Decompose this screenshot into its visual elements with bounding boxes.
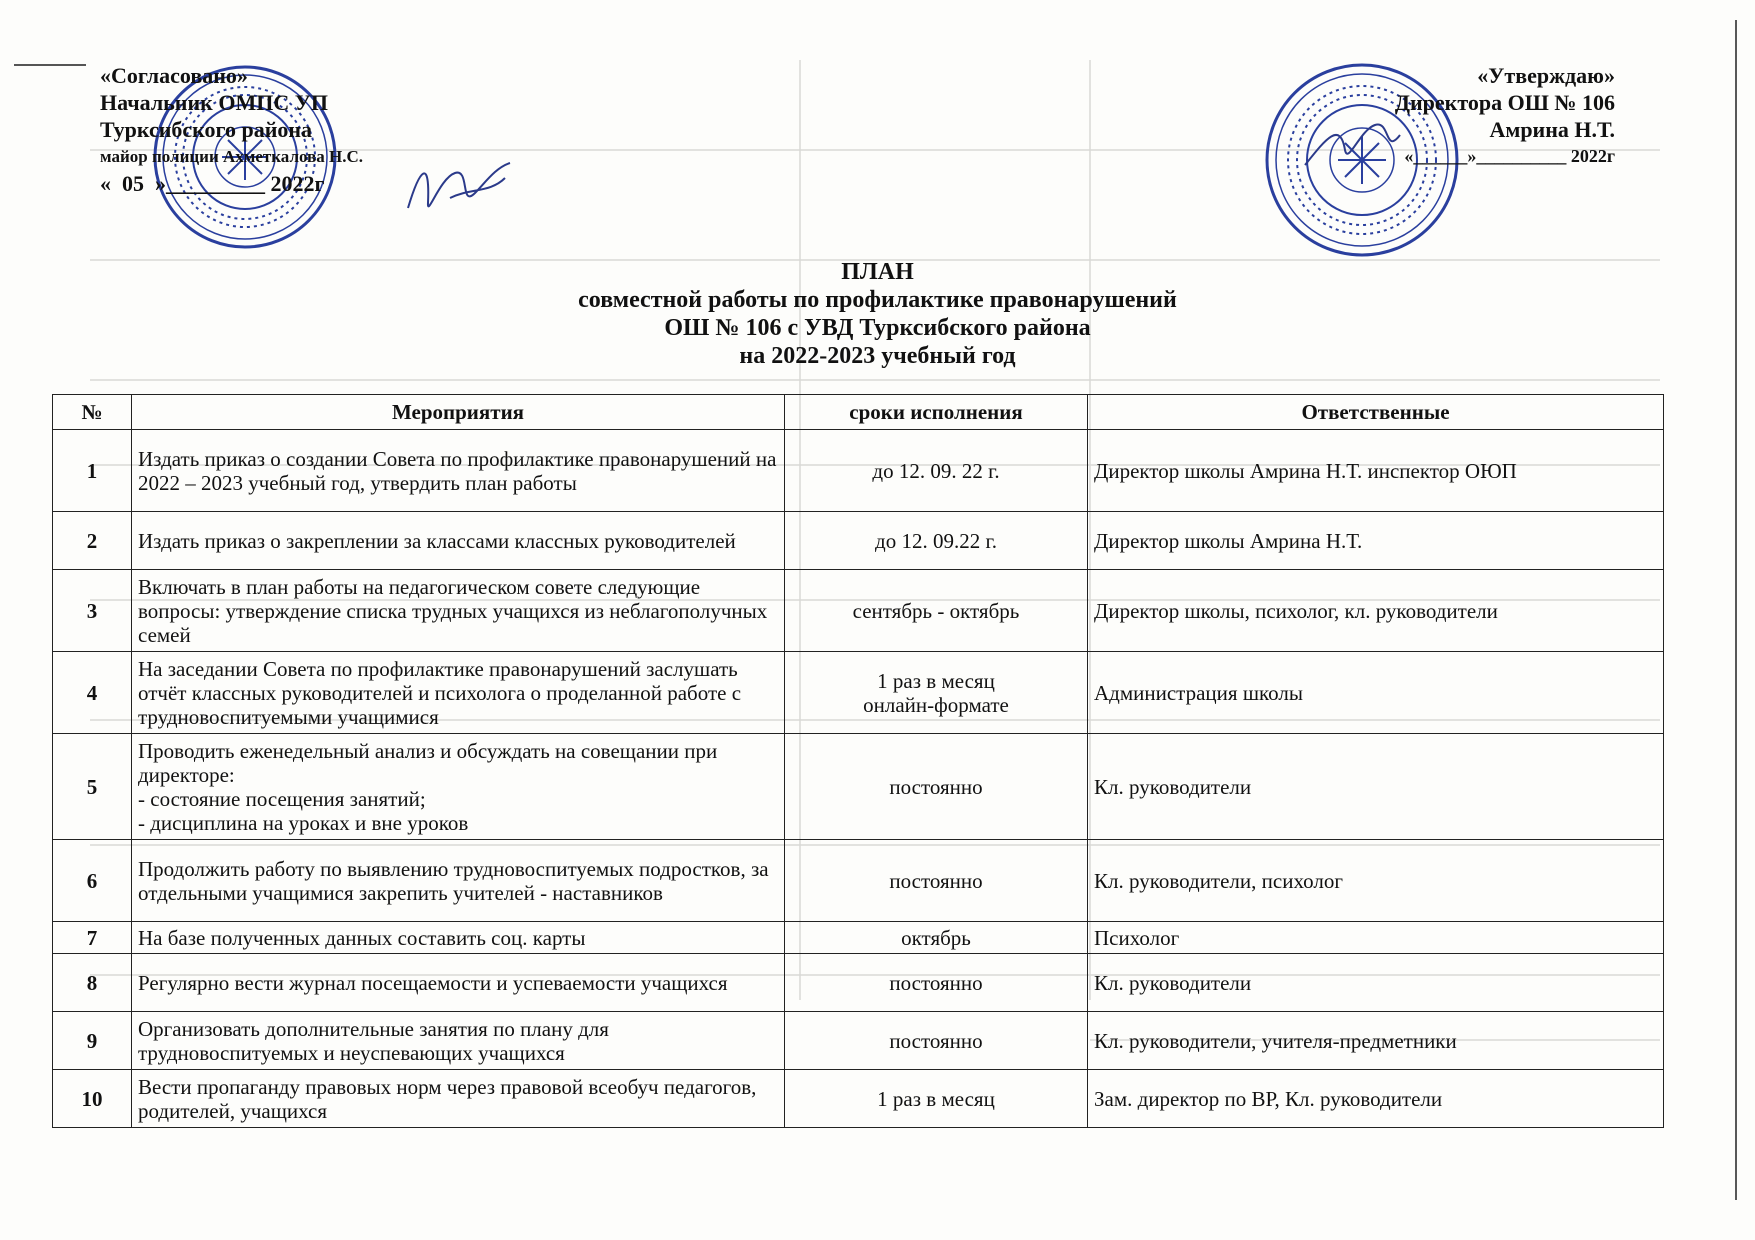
header-deadline: сроки исполнения	[785, 395, 1088, 430]
row-activity: Издать приказ о создании Совета по профилактике правонарушений на 2022 – 2023 учебный год, утвердить план работы	[132, 430, 785, 512]
table-row	[53, 840, 1664, 922]
approval-label: «Согласовано»	[100, 63, 248, 88]
header-activities: Мероприятия	[132, 395, 785, 430]
table-row	[53, 734, 1664, 840]
approve-block	[1395, 62, 1615, 170]
row-deadline: октябрь	[785, 922, 1088, 954]
approval-position: Начальник ОМПС УП	[100, 90, 328, 115]
table-row	[53, 570, 1664, 652]
header-responsible: Ответственные	[1088, 395, 1664, 430]
row-number: 9	[53, 1012, 132, 1070]
row-number: 10	[53, 1070, 132, 1128]
signature-right-icon	[1300, 110, 1410, 180]
row-deadline: 1 раз в месяц	[785, 1070, 1088, 1128]
row-deadline: до 12. 09. 22 г.	[785, 430, 1088, 512]
row-deadline: 1 раз в месяц онлайн-формате	[785, 652, 1088, 734]
title-line-3: ОШ № 106 с УВД Турксибского района	[664, 315, 1091, 341]
table-header-row	[53, 395, 1664, 430]
row-responsible: Кл. руководители	[1088, 734, 1664, 840]
row-responsible: Директор школы Амрина Н.Т. инспектор ОЮП	[1088, 430, 1664, 512]
row-activity: На базе полученных данных составить соц. карты	[132, 922, 785, 954]
title-line-4: на 2022-2023 учебный год	[739, 343, 1016, 369]
approval-officer: майор полиции Ахметкалова Н.С.	[100, 147, 363, 166]
row-deadline: постоянно	[785, 1012, 1088, 1070]
row-number: 4	[53, 652, 132, 734]
row-activity: Регулярно вести журнал посещаемости и успеваемости учащихся	[132, 954, 785, 1012]
row-deadline: постоянно	[785, 954, 1088, 1012]
row-deadline: до 12. 09.22 г.	[785, 512, 1088, 570]
row-activity: На заседании Совета по профилактике правонарушений заслушать отчёт классных руководителей и психолога о проделанной работе с трудновоспитуемыми учащимися	[132, 652, 785, 734]
header-number: №	[53, 395, 132, 430]
row-number: 7	[53, 922, 132, 954]
table-row	[53, 1012, 1664, 1070]
approval-date: « 05 »_________ 2022г	[100, 171, 325, 196]
table-row	[53, 512, 1664, 570]
scan-mark	[14, 64, 86, 66]
table-row	[53, 652, 1664, 734]
approve-label: «Утверждаю»	[1477, 63, 1615, 88]
row-number: 5	[53, 734, 132, 840]
row-deadline: сентябрь - октябрь	[785, 570, 1088, 652]
approve-name: Амрина Н.Т.	[1489, 117, 1615, 142]
table-row	[53, 954, 1664, 1012]
row-deadline: постоянно	[785, 734, 1088, 840]
row-responsible: Кл. руководители, психолог	[1088, 840, 1664, 922]
signature-left-icon	[400, 148, 520, 228]
row-responsible: Директор школы Амрина Н.Т.	[1088, 512, 1664, 570]
title-line-1: ПЛАН	[841, 259, 914, 285]
row-deadline: постоянно	[785, 840, 1088, 922]
table-row	[53, 1070, 1664, 1128]
table-row	[53, 430, 1664, 512]
approval-block	[100, 62, 363, 197]
row-responsible: Кл. руководители, учителя-предметники	[1088, 1012, 1664, 1070]
approve-position: Директора ОШ № 106	[1394, 90, 1615, 115]
row-activity: Издать приказ о закреплении за классами классных руководителей	[132, 512, 785, 570]
row-number: 6	[53, 840, 132, 922]
row-activity: Включать в план работы на педагогическом совете следующие вопросы: утверждение списка трудных учащихся из неблагополучных семей	[132, 570, 785, 652]
title-line-2: совместной работы по профилактике правонарушений	[578, 287, 1177, 313]
approval-district: Турксибского района	[100, 117, 313, 142]
table-row	[53, 922, 1664, 954]
row-number: 3	[53, 570, 132, 652]
plan-table	[52, 394, 1664, 1128]
row-number: 2	[53, 512, 132, 570]
row-activity: Проводить еженедельный анализ и обсуждать на совещании при директоре: - состояние посещения занятий; - дисциплина на уроках и вне уроков	[132, 734, 785, 840]
row-number: 1	[53, 430, 132, 512]
document-title	[0, 258, 1755, 370]
row-number: 8	[53, 954, 132, 1012]
row-activity: Продолжить работу по выявлению трудновоспитуемых подростков, за отдельными учащимися закрепить учителей - наставников	[132, 840, 785, 922]
row-responsible: Зам. директор по ВР, Кл. руководители	[1088, 1070, 1664, 1128]
row-responsible: Директор школы, психолог, кл. руководители	[1088, 570, 1664, 652]
row-activity: Организовать дополнительные занятия по плану для трудновоспитуемых и неуспевающих учащихся	[132, 1012, 785, 1070]
row-responsible: Психолог	[1088, 922, 1664, 954]
row-responsible: Администрация школы	[1088, 652, 1664, 734]
row-activity: Вести пропаганду правовых норм через правовой всеобуч педагогов, родителей, учащихся	[132, 1070, 785, 1128]
row-responsible: Кл. руководители	[1088, 954, 1664, 1012]
approve-date: «______»__________ 2022г	[1404, 146, 1615, 166]
